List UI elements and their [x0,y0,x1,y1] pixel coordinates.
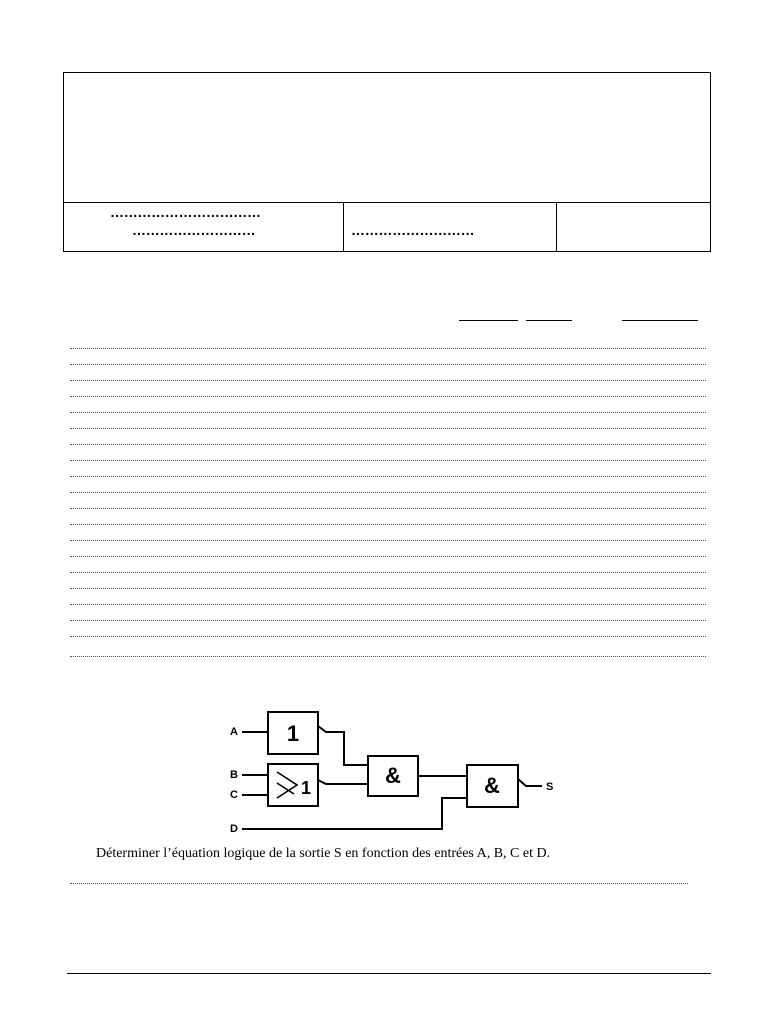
answer-line[interactable] [70,412,706,413]
answer-line[interactable] [70,460,706,461]
footer-rule [67,973,711,974]
answer-line[interactable] [70,636,706,637]
answer-line[interactable] [70,540,706,541]
wire-gate2-out [318,780,368,784]
answer-line[interactable] [70,492,706,493]
header-table [63,72,711,252]
gate-2-symbol: 1 [300,778,312,798]
answer-line[interactable] [70,364,706,365]
answer-line[interactable] [70,508,706,509]
answer-line[interactable] [70,588,706,589]
header-cell-grade [557,202,711,252]
answer-line[interactable] [70,476,706,477]
answer-line[interactable] [70,656,706,657]
input-label-c: C [230,789,238,801]
header-cell-name [64,202,344,252]
blank-underline-3 [622,320,698,321]
answer-line[interactable] [70,444,706,445]
wire-d [242,798,467,829]
class-dots[interactable]: ……………………… [351,222,475,238]
blank-underline-2 [526,320,572,321]
gate-3-symbol: & [385,763,401,788]
name-dots-line-1[interactable]: …………………………… [110,204,261,220]
answer-line[interactable] [70,380,706,381]
wire-output-s [518,779,542,786]
answer-line[interactable] [70,604,706,605]
input-label-d: D [230,823,238,835]
answer-line[interactable] [70,524,706,525]
answer-line[interactable] [70,620,706,621]
answer-line[interactable] [70,428,706,429]
blank-underline-1 [459,320,518,321]
input-label-b: B [230,769,238,781]
answer-line[interactable] [70,396,706,397]
header-cell-class [344,202,557,252]
equation-answer-line[interactable] [70,883,688,884]
instruction-text: Déterminer l’équation logique de la sortie S en fonction des entrées A, B, C et D. [96,846,551,861]
name-dots-line-2[interactable]: ……………………… [132,222,256,238]
output-label-s: S [546,781,554,793]
header-title-area [64,73,710,203]
gate-4-symbol: & [484,773,500,798]
answer-line[interactable] [70,556,706,557]
wire-gate1-out [318,726,368,765]
gate-1-symbol: 1 [286,721,300,746]
logic-diagram [222,700,562,840]
input-label-a: A [230,726,238,738]
answer-line[interactable] [70,348,706,349]
answer-line[interactable] [70,572,706,573]
